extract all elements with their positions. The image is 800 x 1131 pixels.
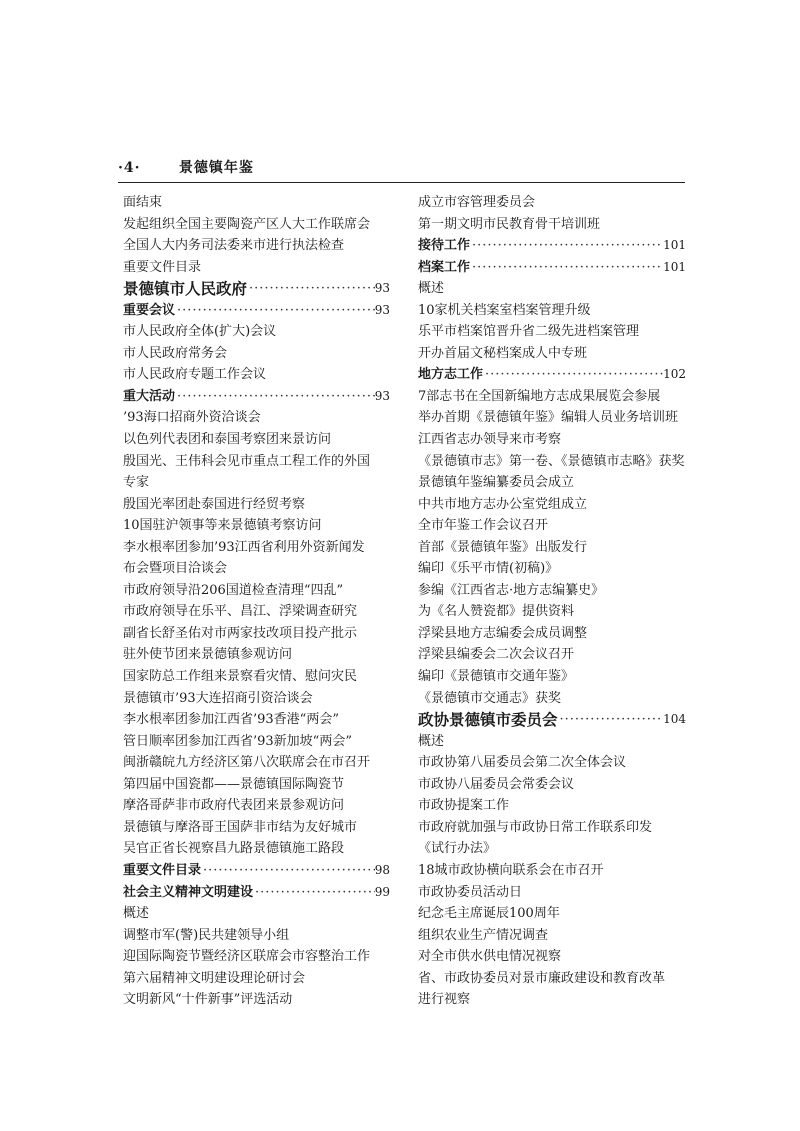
toc-entry bbox=[418, 558, 686, 580]
toc-entry bbox=[123, 214, 390, 236]
toc-entry bbox=[123, 451, 390, 473]
toc-entry-title: 景德镇市’93大连招商引资洽谈会 bbox=[123, 690, 313, 706]
toc-entry-title: 市政府就加强与市政协日常工作联系印发 bbox=[418, 819, 653, 835]
toc-entry bbox=[418, 580, 686, 602]
toc-entry-title: 7部志书在全国新编地方志成果展览会参展 bbox=[418, 388, 661, 404]
toc-page-number: 102 bbox=[663, 367, 686, 382]
toc-entry bbox=[123, 838, 390, 860]
dot-leader bbox=[175, 300, 375, 322]
toc-entry bbox=[123, 752, 390, 774]
toc-entry bbox=[123, 343, 390, 365]
toc-entry bbox=[123, 515, 390, 537]
toc-entry bbox=[123, 968, 390, 990]
toc-entry-title: 《景德镇市志》第一卷、《景德镇市志略》获奖 bbox=[418, 453, 685, 469]
toc-right-column bbox=[418, 192, 686, 1011]
toc-entry-title: 概述 bbox=[123, 906, 150, 922]
toc-entry-title: 市人民政府全体(扩大)会议 bbox=[123, 324, 277, 340]
toc-entry-title: 专家 bbox=[123, 475, 150, 491]
toc-entry bbox=[123, 903, 390, 925]
toc-entry-title: 编印《景德镇市交通年鉴》 bbox=[418, 669, 575, 685]
toc-section-heading bbox=[123, 386, 390, 408]
running-header bbox=[118, 157, 685, 177]
toc-entry-title: 乐平市档案馆晋升省二级先进档案管理 bbox=[418, 324, 640, 340]
toc-entry bbox=[418, 989, 686, 1011]
toc-entry-title: 面结束 bbox=[123, 195, 163, 210]
toc-entry bbox=[123, 731, 390, 753]
toc-entry bbox=[418, 601, 686, 623]
toc-entry-title: 迎国际陶瓷节暨经济区联席会市容整治工作 bbox=[123, 949, 371, 965]
toc-entry bbox=[418, 343, 686, 365]
toc-left-column bbox=[123, 192, 390, 1011]
header-rule bbox=[118, 182, 685, 183]
toc-entry bbox=[123, 429, 390, 451]
toc-entry bbox=[418, 731, 686, 753]
toc-section-heading bbox=[418, 364, 686, 386]
toc-entry-title: 发起组织全国主要陶瓷产区人大工作联席会 bbox=[123, 216, 371, 232]
toc-entry bbox=[123, 623, 390, 645]
toc-entry-title: 为《名人赞瓷都》提供资料 bbox=[418, 604, 575, 620]
toc-entry-title: 地方志工作 bbox=[418, 367, 484, 383]
toc-entry bbox=[123, 946, 390, 968]
toc-entry-title: 管日顺率团参加江西省’93新加坡“两会” bbox=[123, 733, 352, 749]
toc-entry bbox=[123, 235, 390, 257]
book-title: 景德镇年鉴 bbox=[178, 160, 254, 176]
toc-section-heading bbox=[123, 882, 390, 904]
toc-entry-title: 档案工作 bbox=[418, 259, 471, 275]
toc-entry bbox=[418, 300, 686, 322]
toc-entry-title: 布会暨项目洽谈会 bbox=[123, 561, 228, 577]
toc-page-number: 98 bbox=[374, 862, 390, 877]
toc-entry bbox=[418, 752, 686, 774]
toc-entry bbox=[418, 472, 686, 494]
toc-entry bbox=[418, 666, 686, 688]
toc-entry-title: 副省长舒圣佑对市两家技改项目投产批示 bbox=[123, 625, 358, 641]
toc-entry bbox=[418, 968, 686, 990]
toc-section-heading bbox=[123, 300, 390, 322]
toc-entry bbox=[123, 989, 390, 1011]
toc-section-heading bbox=[418, 709, 686, 731]
toc-entry bbox=[418, 774, 686, 796]
toc-entry-title: 全国人大内务司法委来市进行执法检查 bbox=[123, 238, 345, 254]
toc-entry bbox=[123, 688, 390, 710]
toc-entry-title: 景德镇与摩洛哥王国萨非市结为友好城市 bbox=[123, 819, 358, 835]
toc-entry bbox=[418, 494, 686, 516]
toc-entry bbox=[123, 537, 390, 559]
toc-entry-title: 省、市政协委员对景市廉政建设和教育改革 bbox=[418, 970, 666, 986]
toc-entry bbox=[418, 688, 686, 710]
toc-entry-title: 中共市地方志办公室党组成立 bbox=[418, 496, 588, 512]
toc-entry bbox=[123, 666, 390, 688]
toc-entry bbox=[418, 623, 686, 645]
toc-entry bbox=[418, 795, 686, 817]
toc-entry-title: 重要文件目录 bbox=[123, 862, 202, 878]
dot-leader bbox=[558, 709, 664, 731]
toc-entry bbox=[418, 278, 686, 300]
toc-entry bbox=[418, 407, 686, 429]
toc-entry-title: 开办首届文秘档案成人中专班 bbox=[418, 345, 588, 361]
toc-entry-title: 接待工作 bbox=[418, 238, 471, 254]
toc-entry-title: 江西省志办领导来市考察 bbox=[418, 432, 562, 448]
toc-entry bbox=[123, 817, 390, 839]
toc-entry-title: 市政协提案工作 bbox=[418, 798, 510, 814]
dot-leader bbox=[470, 235, 663, 257]
toc-entry-title: 市政府领导在乐平、昌江、浮梁调查研究 bbox=[123, 604, 358, 620]
toc-entry bbox=[418, 644, 686, 666]
dot-leader bbox=[470, 257, 663, 279]
toc-entry-title: 国家防总工作组来景察看灾情、慰问灾民 bbox=[123, 669, 358, 685]
toc-entry-title: 吴官正省长视察昌九路景德镇施工路段 bbox=[123, 841, 345, 857]
toc-entry bbox=[123, 364, 390, 386]
dot-leader bbox=[201, 860, 375, 882]
toc-entry-title: 市政协八届委员会常委会议 bbox=[418, 776, 575, 792]
toc-entry bbox=[418, 429, 686, 451]
toc-entry bbox=[123, 472, 390, 494]
toc-entry-title: 社会主义精神文明建设 bbox=[123, 884, 254, 900]
dot-leader bbox=[253, 882, 375, 904]
toc-entry bbox=[418, 838, 686, 860]
toc-entry bbox=[418, 903, 686, 925]
toc-entry bbox=[123, 774, 390, 796]
toc-entry-title: 组织农业生产情况调查 bbox=[418, 927, 549, 943]
toc-entry bbox=[123, 407, 390, 429]
toc-entry-title: 市政协第八届委员会第二次全体会议 bbox=[418, 755, 627, 771]
toc-entry bbox=[418, 946, 686, 968]
toc-entry bbox=[418, 817, 686, 839]
toc-entry-title: 以色列代表团和泰国考察团来景访问 bbox=[123, 432, 332, 448]
page-number: ·4· bbox=[118, 160, 141, 176]
toc-entry-title: 政协景德镇市委员会 bbox=[418, 710, 558, 730]
toc-entry-title: 10国驻沪领事等来景德镇考察访问 bbox=[123, 518, 322, 534]
toc-entry-title: 殷国光率团赴泰国进行经贸考察 bbox=[123, 496, 306, 512]
toc-entry bbox=[418, 321, 686, 343]
toc-entry bbox=[418, 192, 686, 214]
toc-page-number: 101 bbox=[663, 259, 686, 274]
toc-entry-title: 市人民政府常务会 bbox=[123, 345, 228, 361]
toc-entry bbox=[123, 558, 390, 580]
toc-entry-title: 纪念毛主席诞辰100周年 bbox=[418, 906, 560, 922]
toc-entry bbox=[418, 515, 686, 537]
toc-entry-title: 对全市供水供电情况视察 bbox=[418, 949, 562, 965]
toc-entry-title: 市人民政府专题工作会议 bbox=[123, 367, 267, 383]
toc-section-heading bbox=[123, 860, 390, 882]
toc-entry-title: 重要文件目录 bbox=[123, 259, 202, 275]
toc-entry bbox=[418, 860, 686, 882]
toc-entry bbox=[123, 795, 390, 817]
toc-entry bbox=[418, 882, 686, 904]
toc-entry-title: 文明新风“十件新事”评选活动 bbox=[123, 992, 293, 1008]
toc-entry-title: 第六届精神文明建设理论研讨会 bbox=[123, 970, 306, 986]
toc-entry-title: 摩洛哥萨非市政府代表团来景参观访问 bbox=[123, 798, 345, 814]
toc-entry-title: ’93海口招商外资洽谈会 bbox=[123, 410, 261, 426]
dot-leader bbox=[483, 364, 663, 386]
toc-entry-title: 李水根率团参加江西省’93香港“两会” bbox=[123, 712, 339, 728]
toc-entry-title: 18城市政协横向联系会在市召开 bbox=[418, 862, 604, 878]
toc-entry-title: 浮梁县编委会二次会议召开 bbox=[418, 647, 575, 663]
toc-entry bbox=[123, 925, 390, 947]
toc-entry bbox=[418, 925, 686, 947]
toc-entry-title: 景德镇市人民政府 bbox=[123, 279, 248, 299]
toc-entry-title: 全市年鉴工作会议召开 bbox=[418, 518, 549, 534]
toc-entry bbox=[418, 386, 686, 408]
toc-entry bbox=[123, 494, 390, 516]
toc-entry bbox=[123, 257, 390, 279]
toc-entry bbox=[123, 601, 390, 623]
dot-leader bbox=[247, 278, 375, 300]
toc-entry-title: 进行视察 bbox=[418, 992, 471, 1008]
toc-section-heading bbox=[418, 235, 686, 257]
toc-entry bbox=[123, 580, 390, 602]
toc-entry bbox=[123, 644, 390, 666]
toc-page-number: 104 bbox=[663, 712, 686, 727]
toc-entry-title: 李水根率团参加’93江西省利用外资新闻发 bbox=[123, 539, 365, 555]
toc-entry-title: 概述 bbox=[418, 733, 445, 749]
toc-entry-title: 市政协委员活动日 bbox=[418, 884, 523, 900]
toc-entry-title: 第四届中国瓷都——景德镇国际陶瓷节 bbox=[123, 776, 345, 792]
toc-entry-title: 参编《江西省志·地方志编纂史》 bbox=[418, 582, 605, 598]
toc-entry-title: 景德镇年鉴编纂委员会成立 bbox=[418, 475, 575, 491]
toc-entry-title: 重要会议 bbox=[123, 302, 176, 318]
toc-section-heading bbox=[418, 257, 686, 279]
toc-entry-title: 重大活动 bbox=[123, 388, 176, 404]
toc-entry-title: 《景德镇市交通志》获奖 bbox=[418, 690, 562, 706]
toc-entry-title: 市政府领导沿206国道检查清理“四乱” bbox=[123, 582, 344, 598]
toc-entry-title: 概述 bbox=[418, 281, 445, 297]
toc-page-number: 93 bbox=[374, 302, 390, 317]
toc-entry-title: 调整市军(警)民共建领导小组 bbox=[123, 927, 290, 943]
toc-entry-title: 首部《景德镇年鉴》出版发行 bbox=[418, 539, 588, 555]
toc-entry-title: 10家机关档案室档案管理升级 bbox=[418, 302, 591, 318]
toc-entry-title: 浮梁县地方志编委会成员调整 bbox=[418, 625, 588, 641]
toc-entry-title: 编印《乐平市情(初稿)》 bbox=[418, 561, 559, 577]
toc-entry-title: 成立市容管理委员会 bbox=[418, 195, 536, 210]
dot-leader bbox=[175, 386, 375, 408]
toc-page-number: 93 bbox=[374, 281, 390, 296]
toc-page-number: 93 bbox=[374, 388, 390, 403]
toc-entry-title: 《试行办法》 bbox=[418, 841, 497, 857]
toc-entry bbox=[123, 192, 390, 214]
toc-entry-title: 驻外使节团来景德镇参观访问 bbox=[123, 647, 293, 663]
toc-page-number: 101 bbox=[663, 238, 686, 253]
toc-section-heading bbox=[123, 278, 390, 300]
toc-entry bbox=[418, 537, 686, 559]
toc-entry-title: 闽浙赣皖九方经济区第八次联席会在市召开 bbox=[123, 755, 371, 771]
toc-entry-title: 第一期文明市民教育骨干培训班 bbox=[418, 216, 601, 232]
toc-entry bbox=[418, 451, 686, 473]
toc-entry bbox=[123, 709, 390, 731]
toc-entry bbox=[123, 321, 390, 343]
toc-entry-title: 举办首期《景德镇年鉴》编辑人员业务培训班 bbox=[418, 410, 679, 426]
toc-entry-title: 殷国光、王伟科会见市重点工程工作的外国 bbox=[123, 453, 371, 469]
toc-entry bbox=[418, 214, 686, 236]
toc-page-number: 99 bbox=[374, 884, 390, 899]
